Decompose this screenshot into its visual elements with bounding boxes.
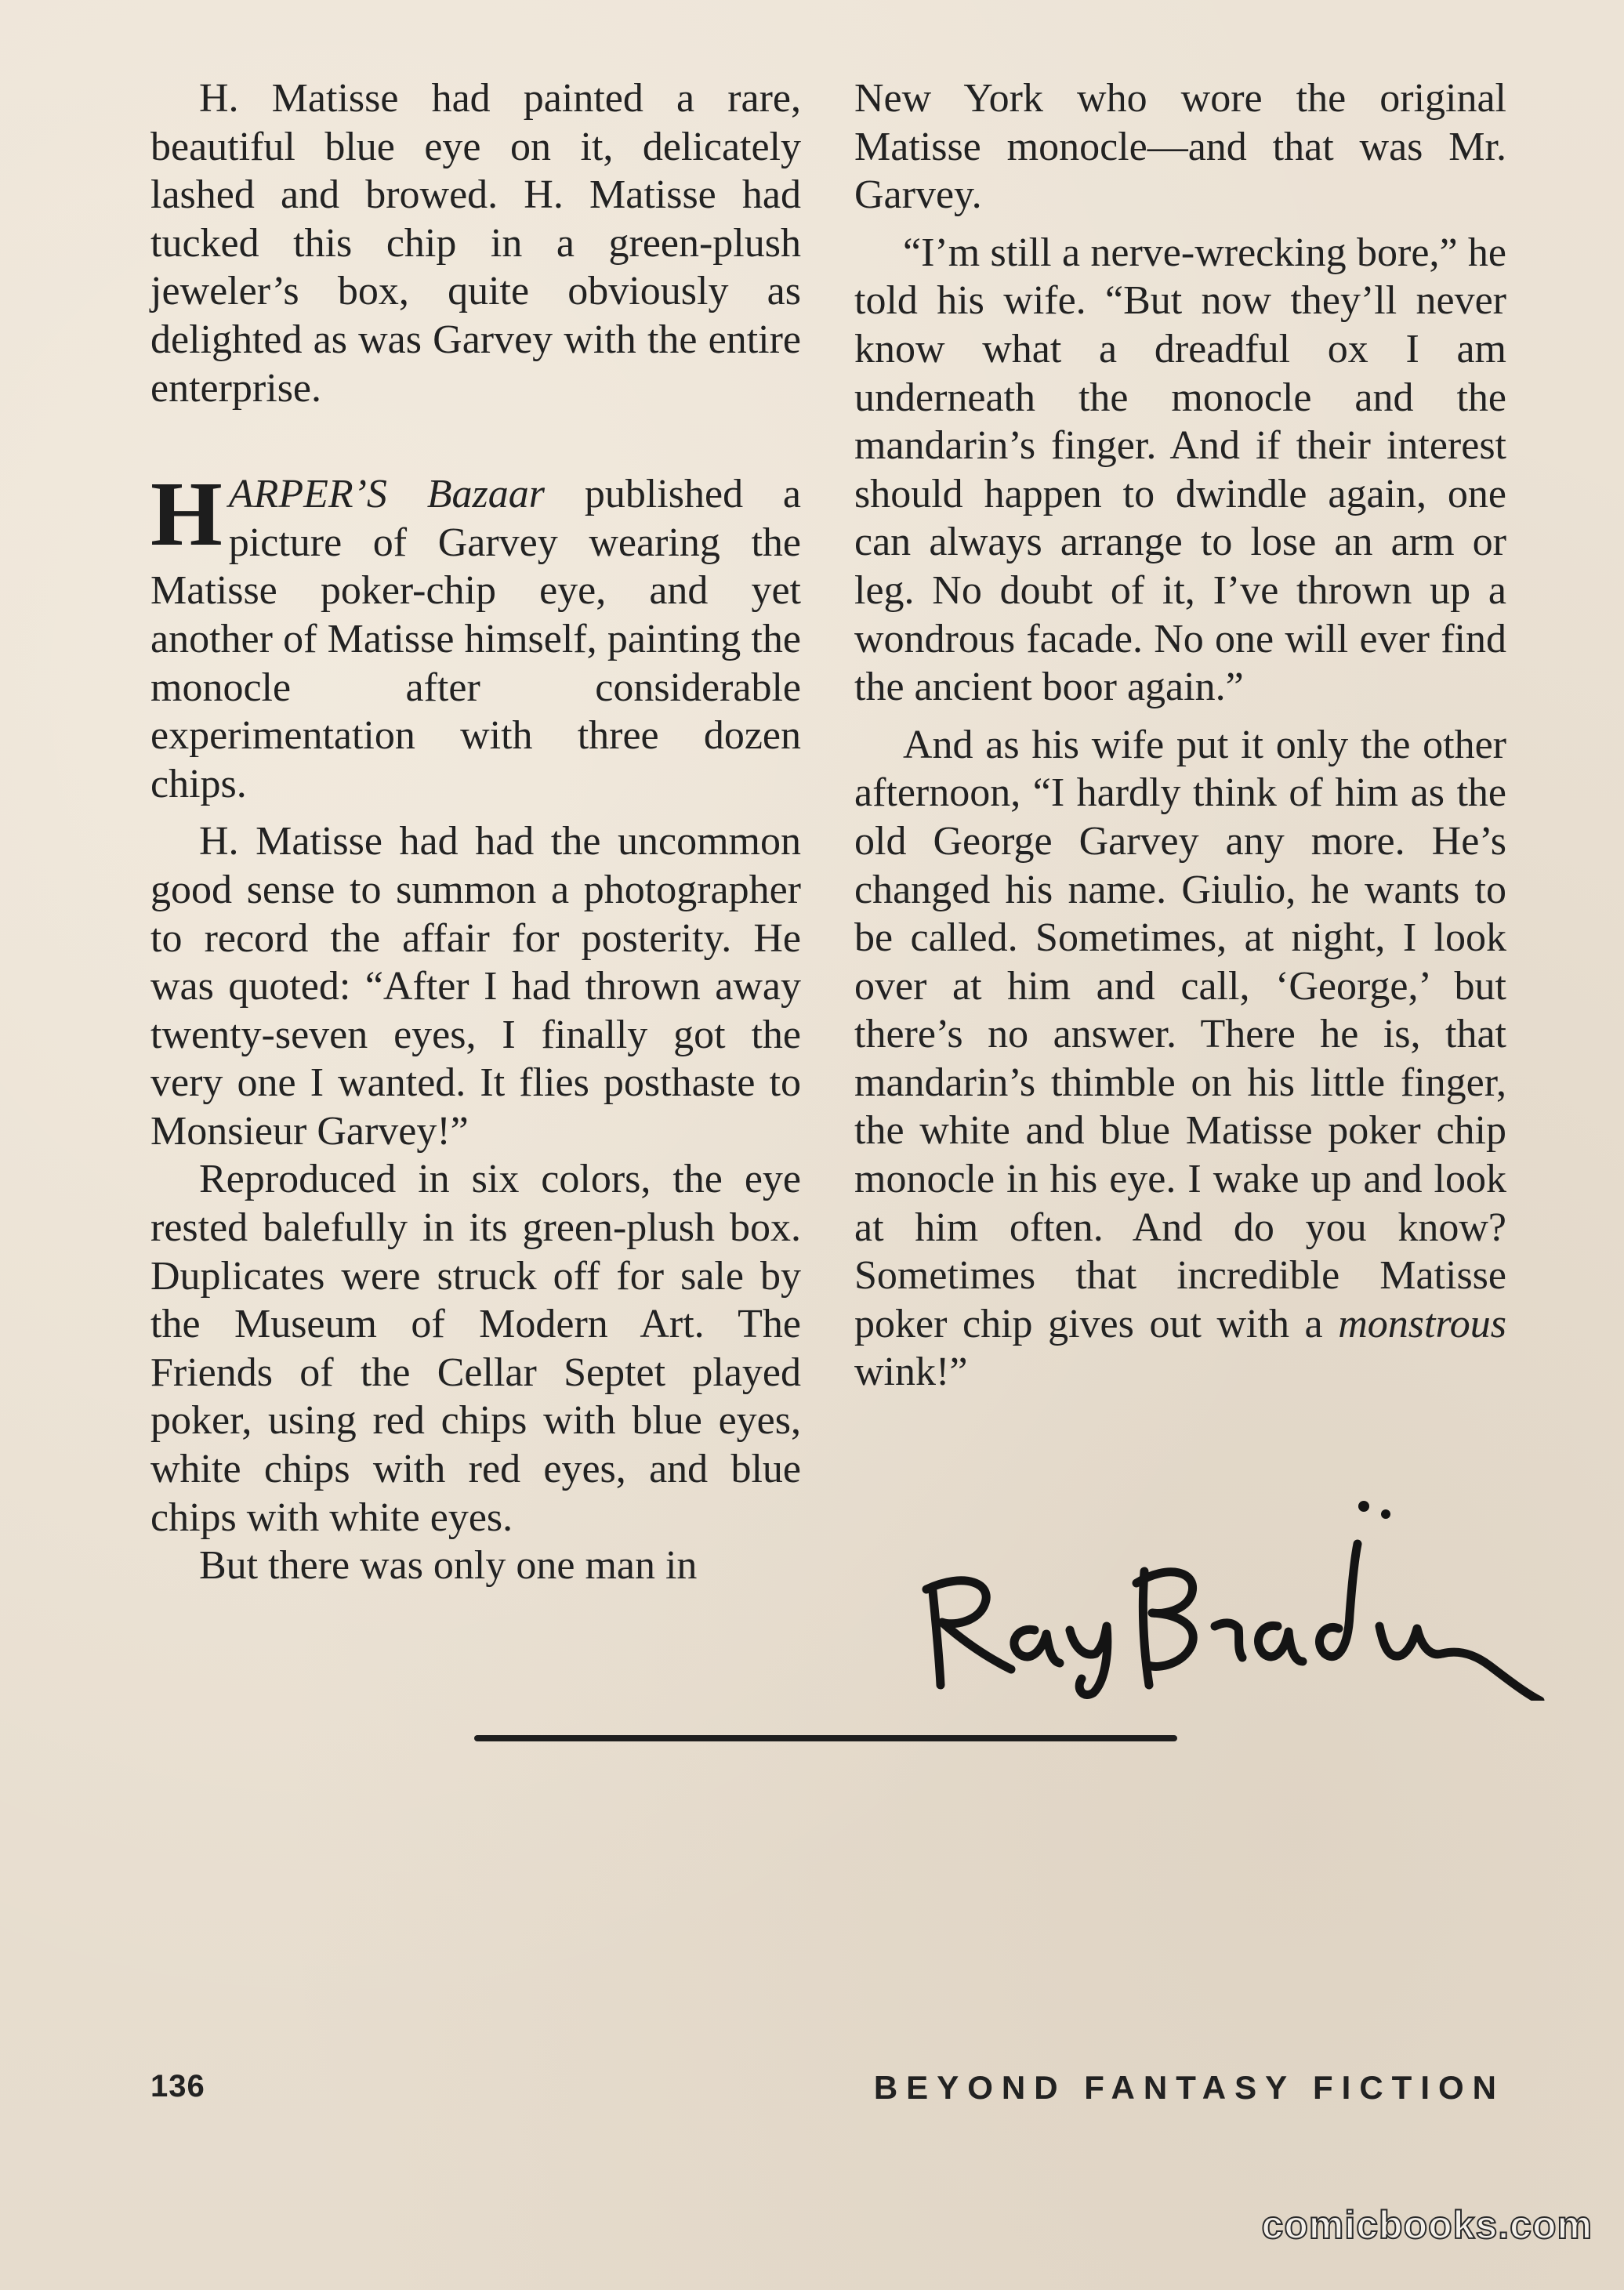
left-column: [150, 74, 801, 1590]
paragraph: But there was only one man in: [199, 1543, 698, 1589]
paragraph: [854, 721, 1506, 1397]
watermark: comicbooks.com: [1261, 2203, 1593, 2247]
magazine-title: BEYOND FANTASY FICTION: [873, 2069, 1505, 2106]
paragraph: H. Matisse had painted a rare, beautiful blue eye on it, delicately lashed and browed. H. Matisse had tucked this chip in a green-plush jeweler’s box, quite obviously as delighted as was Garvey with the entire enterprise.: [150, 76, 801, 411]
magazine-name: ARPER’S Bazaar: [228, 472, 546, 517]
section-divider: [474, 1735, 1177, 1741]
emphasis: monstrous: [1338, 1301, 1506, 1346]
paragraph-dropcap: [150, 462, 801, 808]
drop-cap: H: [150, 462, 223, 566]
page-number: 136: [150, 2069, 205, 2103]
right-column: [854, 74, 1506, 1397]
paragraph-rest: published a picture of Garvey wearing the Matisse poker-chip eye, and yet another of Matisse himself, painting the monocle after considerable experimentation with three dozen chips.: [150, 472, 801, 806]
paragraph: Reproduced in six colors, the eye rested balefully in its green-plush box. Duplicates were struck off for sale by the Museum of Modern Art. The Friends of the Cellar Septet played poker, using red chips with blue eyes, white chips with red eyes, and blue chips with white eyes.: [150, 1157, 801, 1540]
paragraph: “I’m still a nerve-wrecking bore,” he told his wife. “But now they’ll never know what a dreadful ox I am underneath the monocle and the mandarin’s finger. And if their interest should happen to dwindle again, one can always arrange to lose an arm or leg. No doubt of it, I’ve thrown up a wondrous facade. No one will ever find the ancient boor again.”: [854, 230, 1506, 710]
paragraph-text: And as his wife put it only the other afternoon, “I hardly think of him as the old George Garvey any more. He’s changed his name. Giulio, he wants to be called. Sometimes, at night, I look over at him and call, ‘George,’ but there’s no answer. There he is, that mandarin’s thimble on his little finger, the white and blue Matisse poker chip monocle in his eye. I wake up and look at him often. And do you know? Sometimes that incredible Matisse poker chip gives out with a: [854, 722, 1506, 1346]
paragraph: New York who wore the original Matisse monocle—and that was Mr. Garvey.: [854, 76, 1506, 218]
author-signature: [909, 1497, 1552, 1701]
paragraph-end: wink!”: [854, 1350, 968, 1395]
paragraph: H. Matisse had had the uncommon good sense to summon a photographer to record the affair for posterity. He was quoted: “After I had thrown away twenty-seven eyes, I finally got the very one I wanted. It flies posthaste to Monsieur Garvey!”: [150, 819, 801, 1154]
